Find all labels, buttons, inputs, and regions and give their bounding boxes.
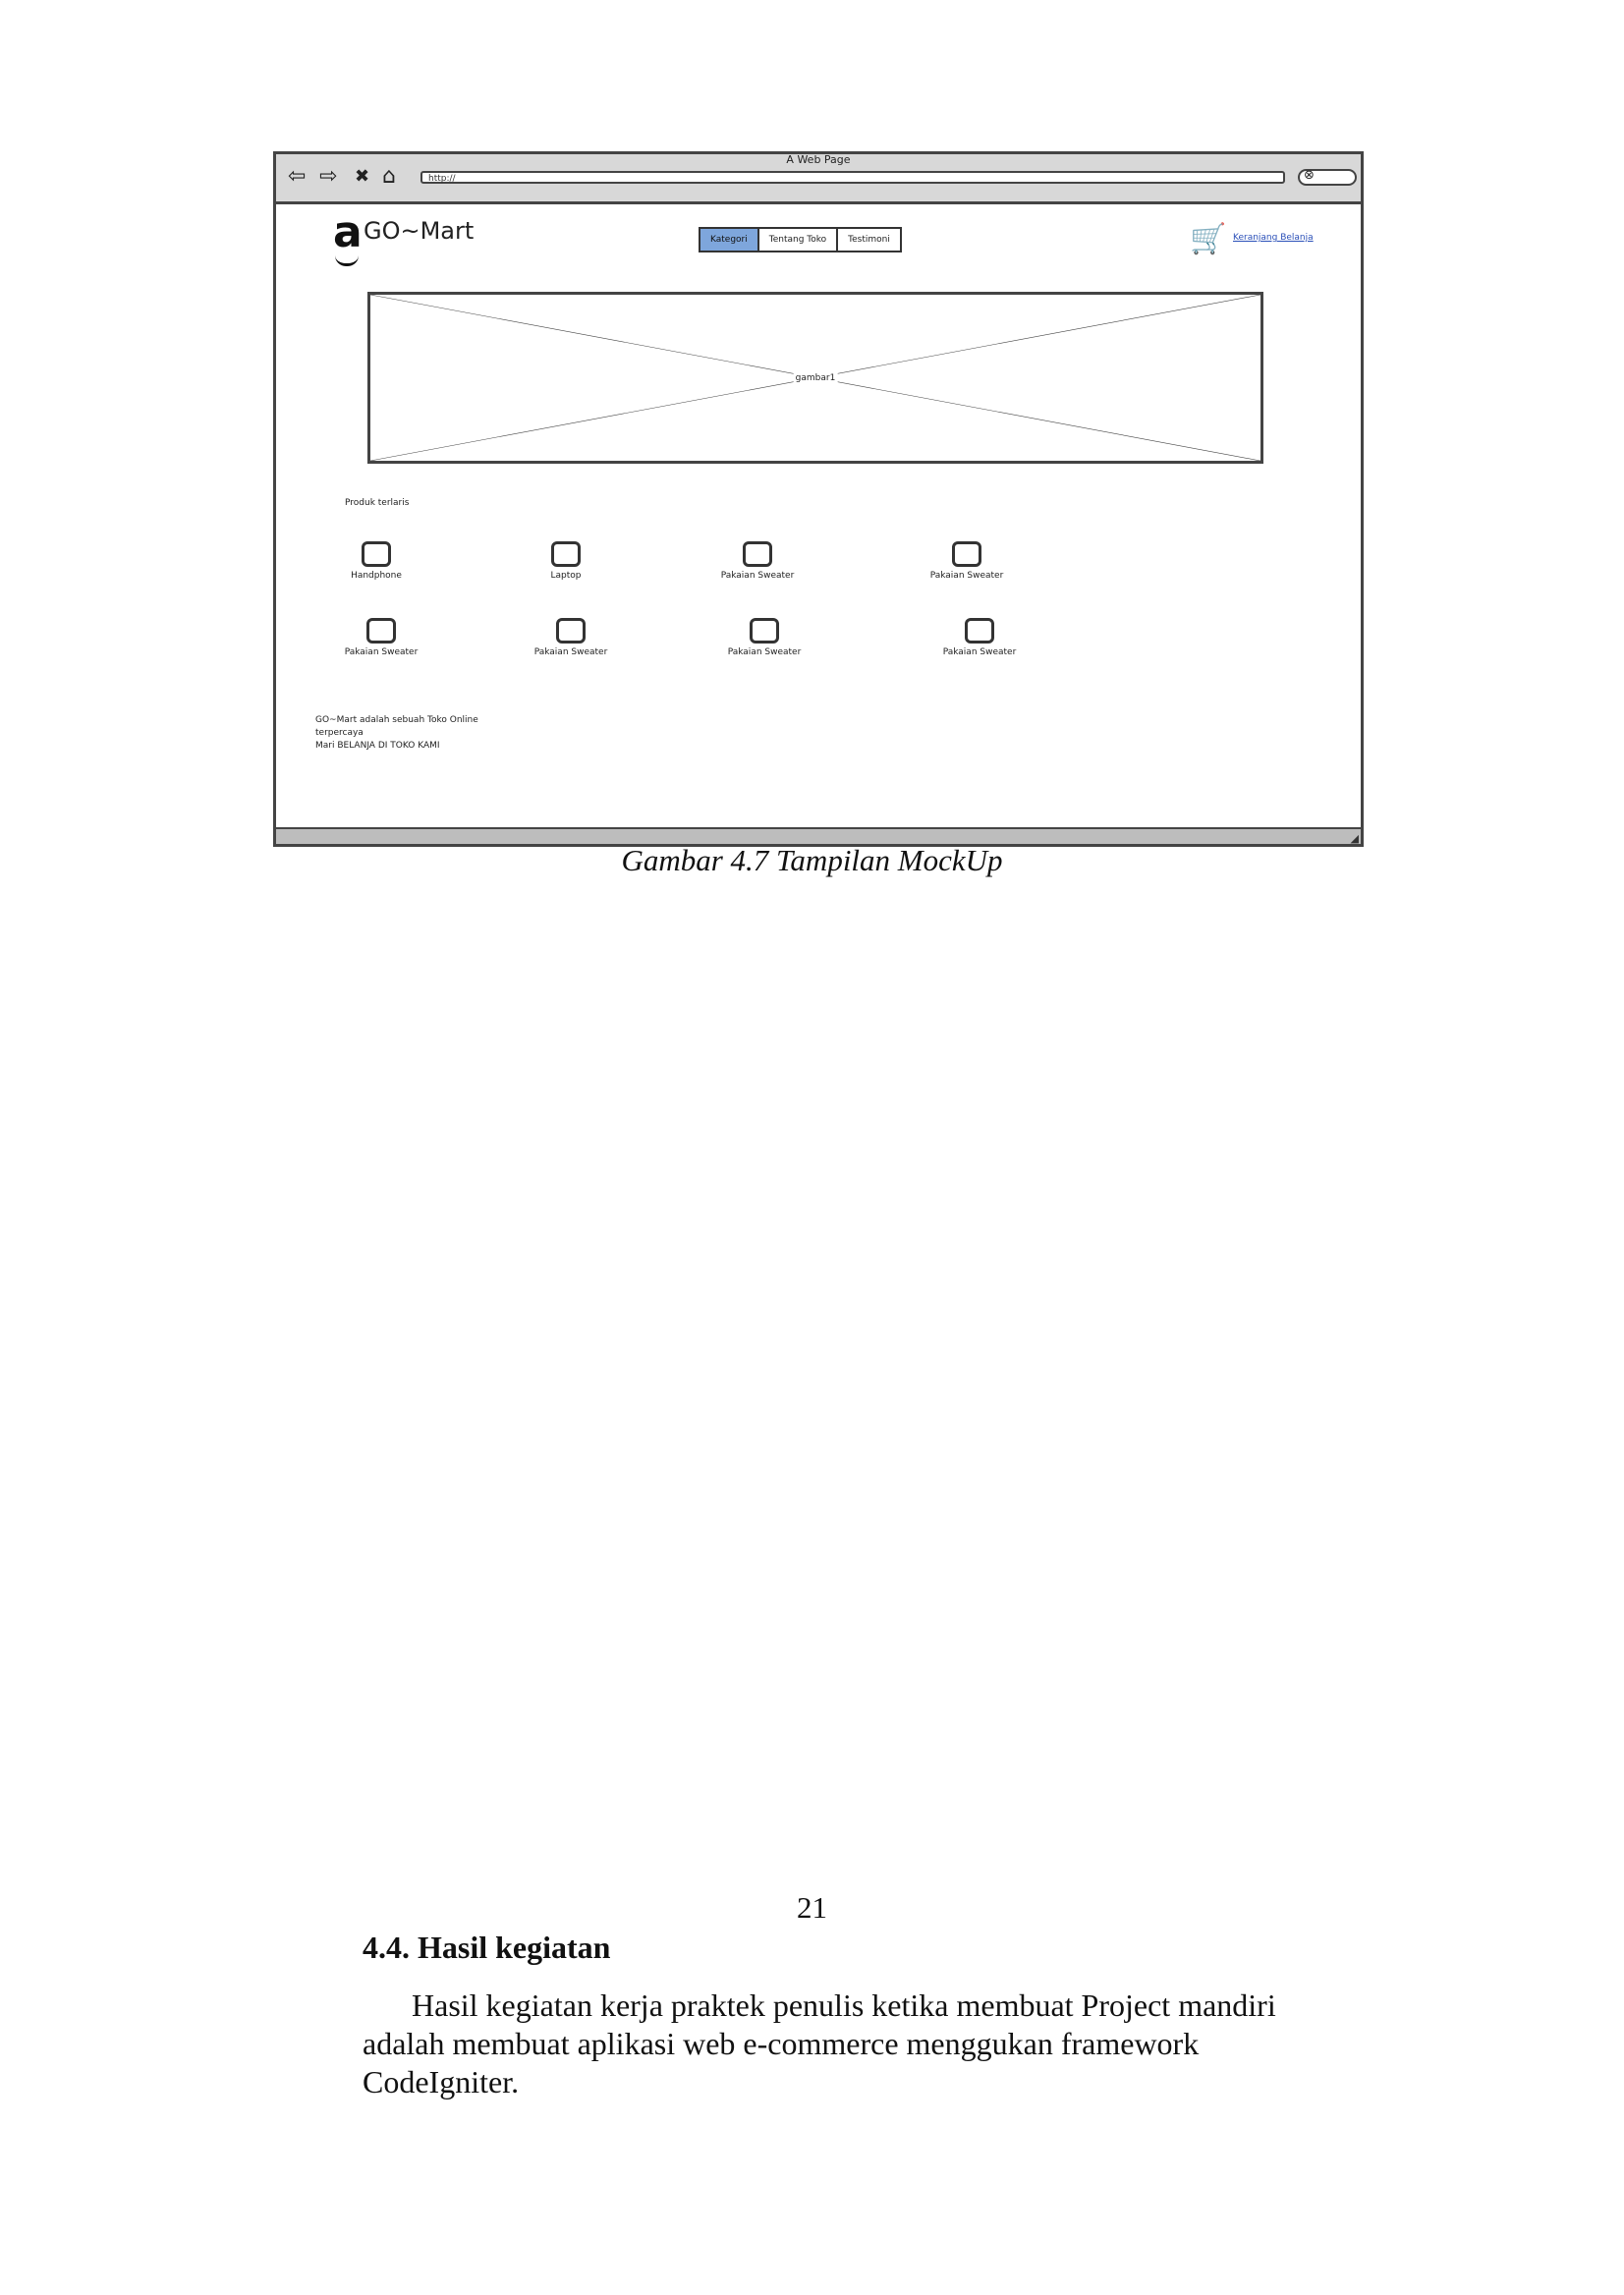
mockup-window [273,151,1364,847]
product-image-icon [952,541,981,567]
product-label: Laptop [550,571,582,581]
about-text [315,714,478,753]
section-title: Produk terlaris [345,498,410,508]
product-image-icon [743,541,772,567]
banner-label: gambar1 [795,372,836,383]
product-item[interactable] [507,541,625,581]
figure-caption: Gambar 4.7 Tampilan MockUp [621,843,1003,877]
forward-icon[interactable]: ⇨ [319,164,338,189]
tab-tentang-toko[interactable]: Tentang Toko [759,229,838,251]
product-item[interactable] [705,618,823,657]
product-item[interactable] [699,541,816,581]
product-label: Pakaian Sweater [720,571,795,581]
product-image-icon [965,618,994,644]
about-line: terpercaya [315,728,364,738]
resize-handle-icon[interactable]: ◢ [1350,832,1359,845]
logo-text: GO~Mart [364,217,475,245]
product-image-icon [362,541,391,567]
product-image-icon [366,618,396,644]
tab-testimoni[interactable]: Testimoni [838,229,900,251]
product-label: Handphone [351,571,402,581]
shopping-cart-icon[interactable]: 🛒 [1190,222,1227,256]
about-line: Mari BELANJA DI TOKO KAMI [315,741,440,751]
nav-tabs [699,227,902,252]
section-heading: 4.4. Hasil kegiatan [363,1930,611,1965]
banner-image-placeholder [367,292,1263,464]
home-icon[interactable]: ⌂ [382,164,396,189]
product-item[interactable] [317,541,435,581]
product-item[interactable] [512,618,630,657]
cart-link[interactable]: Keranjang Belanja [1233,233,1314,243]
product-label: Pakaian Sweater [344,647,419,657]
paragraph-line: CodeIgniter. [363,2064,520,2099]
url-bar[interactable]: http:// [420,171,1285,184]
product-image-icon [750,618,779,644]
product-item[interactable] [921,618,1038,657]
about-line: GO~Mart adalah sebuah Toko Online [315,715,478,725]
status-bar [276,827,1361,844]
page-number: 21 [797,1890,827,1925]
product-image-icon [551,541,581,567]
product-label: Pakaian Sweater [942,647,1017,657]
product-label: Pakaian Sweater [727,647,802,657]
body-paragraph [363,1987,1325,2101]
paragraph-line: Hasil kegiatan kerja praktek penulis ketika membuat Project mandiri [412,1987,1276,2023]
back-icon[interactable]: ⇦ [288,164,307,189]
close-icon[interactable]: ✖ [355,166,370,187]
search-icon: ⊗ [1304,168,1315,183]
product-label: Pakaian Sweater [533,647,608,657]
product-label: Pakaian Sweater [929,571,1004,581]
product-image-icon [556,618,586,644]
browser-toolbar [276,154,1361,204]
tab-kategori[interactable]: Kategori [700,229,759,251]
logo-smile-icon [335,255,359,266]
logo-mark: a [333,207,363,257]
window-title: A Web Page [786,153,851,166]
product-item[interactable] [908,541,1026,581]
paragraph-line: adalah membuat aplikasi web e-commerce menggukan framework [363,2026,1200,2061]
search-field[interactable] [1298,169,1357,186]
product-item[interactable] [322,618,440,657]
